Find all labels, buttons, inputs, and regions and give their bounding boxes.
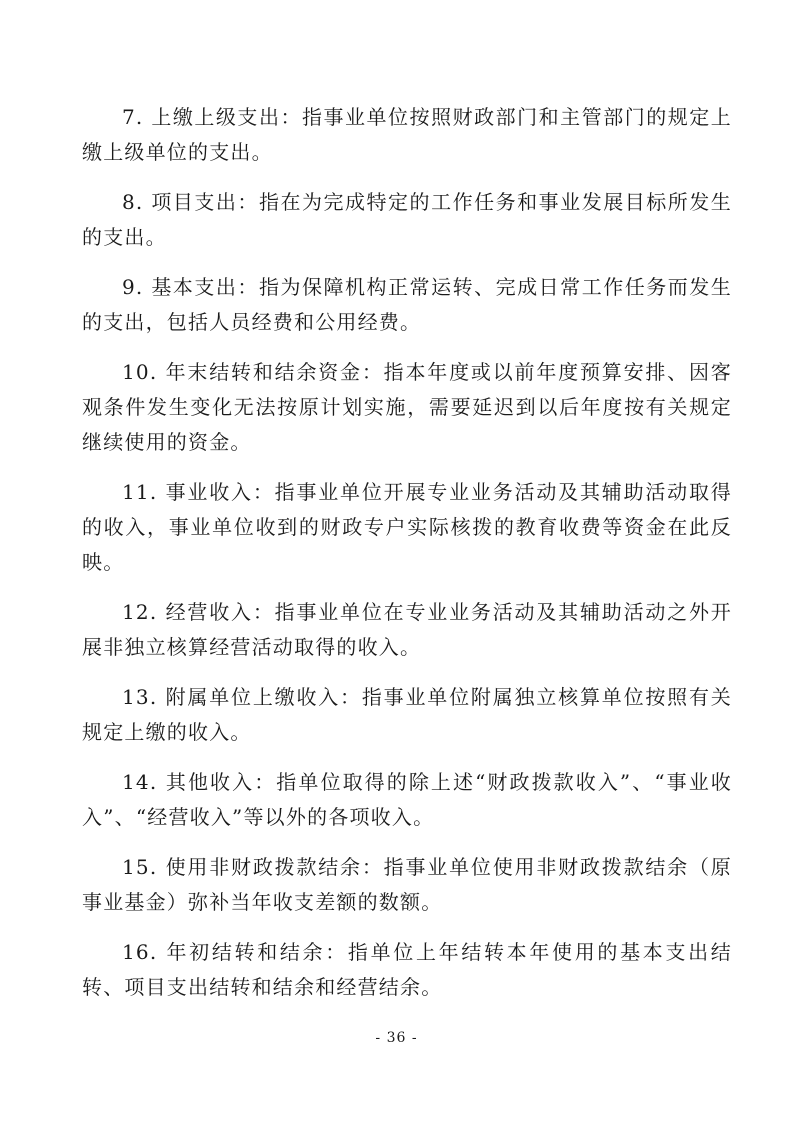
item-text: 年末结转和结余资金：指本年度或以前年度预算安排、因客观条件发生变化无法按原计划实施，需要延迟到以后年度按有关规定继续使用的资金。: [82, 360, 732, 454]
item-number: 8.: [122, 190, 144, 214]
item-number: 13.: [122, 685, 158, 709]
item-text: 项目支出：指在为完成特定的工作任务和事业发展目标所发生的支出。: [82, 190, 732, 249]
item-text: 使用非财政拨款结余：指事业单位使用非财政拨款结余（原事业基金）弥补当年收支差额的数额。: [82, 855, 732, 914]
item-text: 年初结转和结余：指单位上年结转本年使用的基本支出结转、项目支出结转和结余和经营结余。: [82, 940, 733, 999]
definition-paragraph-16: [82, 935, 732, 1005]
item-number: 16.: [122, 940, 158, 964]
definition-paragraph-9: [82, 270, 732, 340]
definition-paragraph-15: [82, 850, 732, 920]
item-text: 事业收入：指事业单位开展专业业务活动及其辅助活动取得的收入，事业单位收到的财政专户实际核拨的教育收费等资金在此反映。: [82, 480, 732, 574]
item-text: 附属单位上缴收入：指事业单位附属独立核算单位按照有关规定上缴的收入。: [82, 685, 732, 744]
definition-paragraph-7: [82, 100, 732, 170]
page-number: - 36 -: [375, 1030, 418, 1046]
item-number: 15.: [122, 855, 158, 879]
item-text: 其他收入：指单位取得的除上述“财政拨款收入”、“事业收入”、“经营收入”等以外的各项收入。: [82, 770, 732, 829]
definition-paragraph-8: [82, 185, 732, 255]
item-number: 14.: [122, 770, 158, 794]
document-body: [82, 100, 732, 1020]
item-number: 9.: [122, 275, 144, 299]
definition-paragraph-11: [82, 475, 732, 580]
definition-paragraph-13: [82, 680, 732, 750]
item-text: 基本支出：指为保障机构正常运转、完成日常工作任务而发生的支出，包括人员经费和公用经费。: [82, 275, 732, 334]
item-number: 12.: [122, 600, 158, 624]
definition-paragraph-10: [82, 355, 732, 460]
item-number: 10.: [122, 360, 158, 384]
item-number: 7.: [122, 105, 144, 129]
item-text: 上缴上级支出：指事业单位按照财政部门和主管部门的规定上缴上级单位的支出。: [82, 105, 732, 164]
item-number: 11.: [122, 480, 158, 504]
item-text: 经营收入：指事业单位在专业业务活动及其辅助活动之外开展非独立核算经营活动取得的收入。: [82, 600, 732, 659]
definition-paragraph-12: [82, 595, 732, 665]
definition-paragraph-14: [82, 765, 732, 835]
